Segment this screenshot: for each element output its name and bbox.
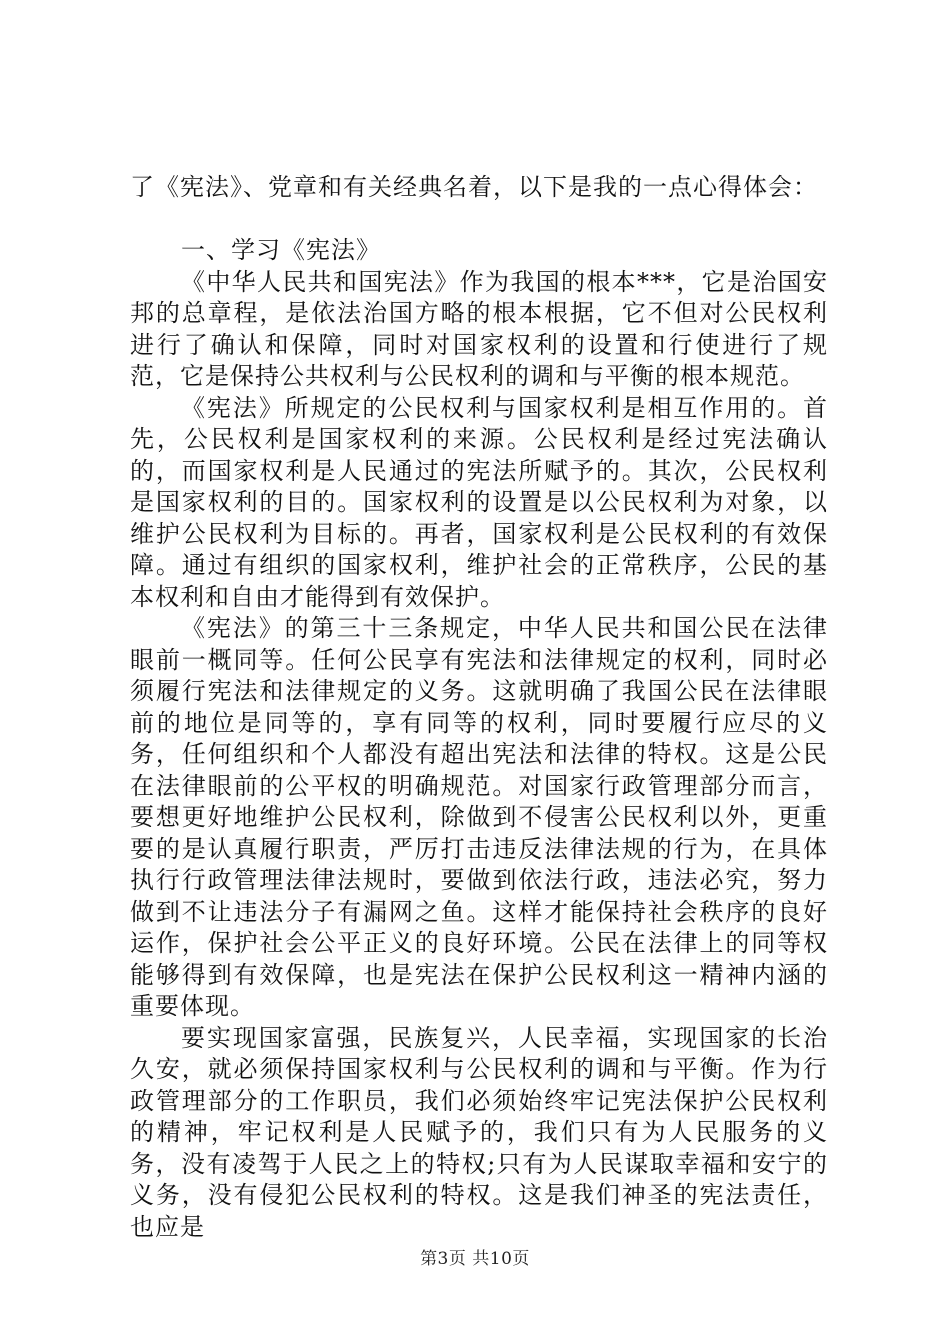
- paragraph-gap: [130, 204, 828, 236]
- page-footer: 第3页 共10页: [420, 1249, 530, 1269]
- section-heading: 一、学习《宪法》: [181, 236, 381, 264]
- paragraph-3: 《宪法》的第三十三条规定，中华人民共和国公民在法律眼前一概同等。任何公民享有宪法和法律规定的权利，同时必须履行宪法和法律规定的义务。这就明确了我国公民在法律眼前的地位是同等的，享有同等的权利，同时要履行应尽的义务，任何组织和个人都没有超出宪法和法律的特权。这是公民在法律眼前的公平权的明确规范。对国家行政管理部分而言，要想更好地维护公民权利，除做到不侵害公民权利以外，更重要的是认真履行职责，严厉打击违反法律法规的行为，在具体执行行政管理法律法规时，要做到依法行政，违法必究，努力做到不让违法分子有漏网之鱼。这样才能保持社会秩序的良好运作，保护社会公平正义的良好环境。公民在法律上的同等权能够得到有效保障，也是宪法在保护公民权利这一精神内涵的重要体现。: [130, 614, 828, 1020]
- document-body: [130, 172, 828, 1243]
- paragraph-2: 《宪法》所规定的公民权利与国家权利是相互作用的。首先，公民权利是国家权利的来源。公民权利是经过宪法确认的，而国家权利是人民通过的宪法所赋予的。其次，公民权利是国家权利的目的。国家权利的设置是以公民权利为对象，以维护公民权利为目标的。再者，国家权利是公民权利的有效保障。通过有组织的国家权利，维护社会的正常秩序，公民的基本权利和自由才能得到有效保护。: [130, 393, 828, 611]
- paragraph-4: 要实现国家富强，民族复兴，人民幸福，实现国家的长治久安，就必须保持国家权利与公民权利的调和与平衡。作为行政管理部分的工作职员，我们必须始终牢记宪法保护公民权利的精神，牢记权利是人民赋予的，我们只有为人民服务的义务，没有凌驾于人民之上的特权;只有为人民谋取幸福和安宁的义务，没有侵犯公民权利的特权。这是我们神圣的宪法责任，也应是: [130, 1023, 828, 1241]
- paragraph-1: 《中华人民共和国宪法》作为我国的根本***，它是治国安邦的总章程，是依法治国方略的根本根据，它不但对公民权利进行了确认和保障，同时对国家权利的设置和行使进行了规范，它是保持公共权利与公民权利的调和与平衡的根本规范。: [130, 267, 828, 390]
- opening-line: 了《宪法》、党章和有关经典名着，以下是我的一点心得体会：: [130, 173, 818, 201]
